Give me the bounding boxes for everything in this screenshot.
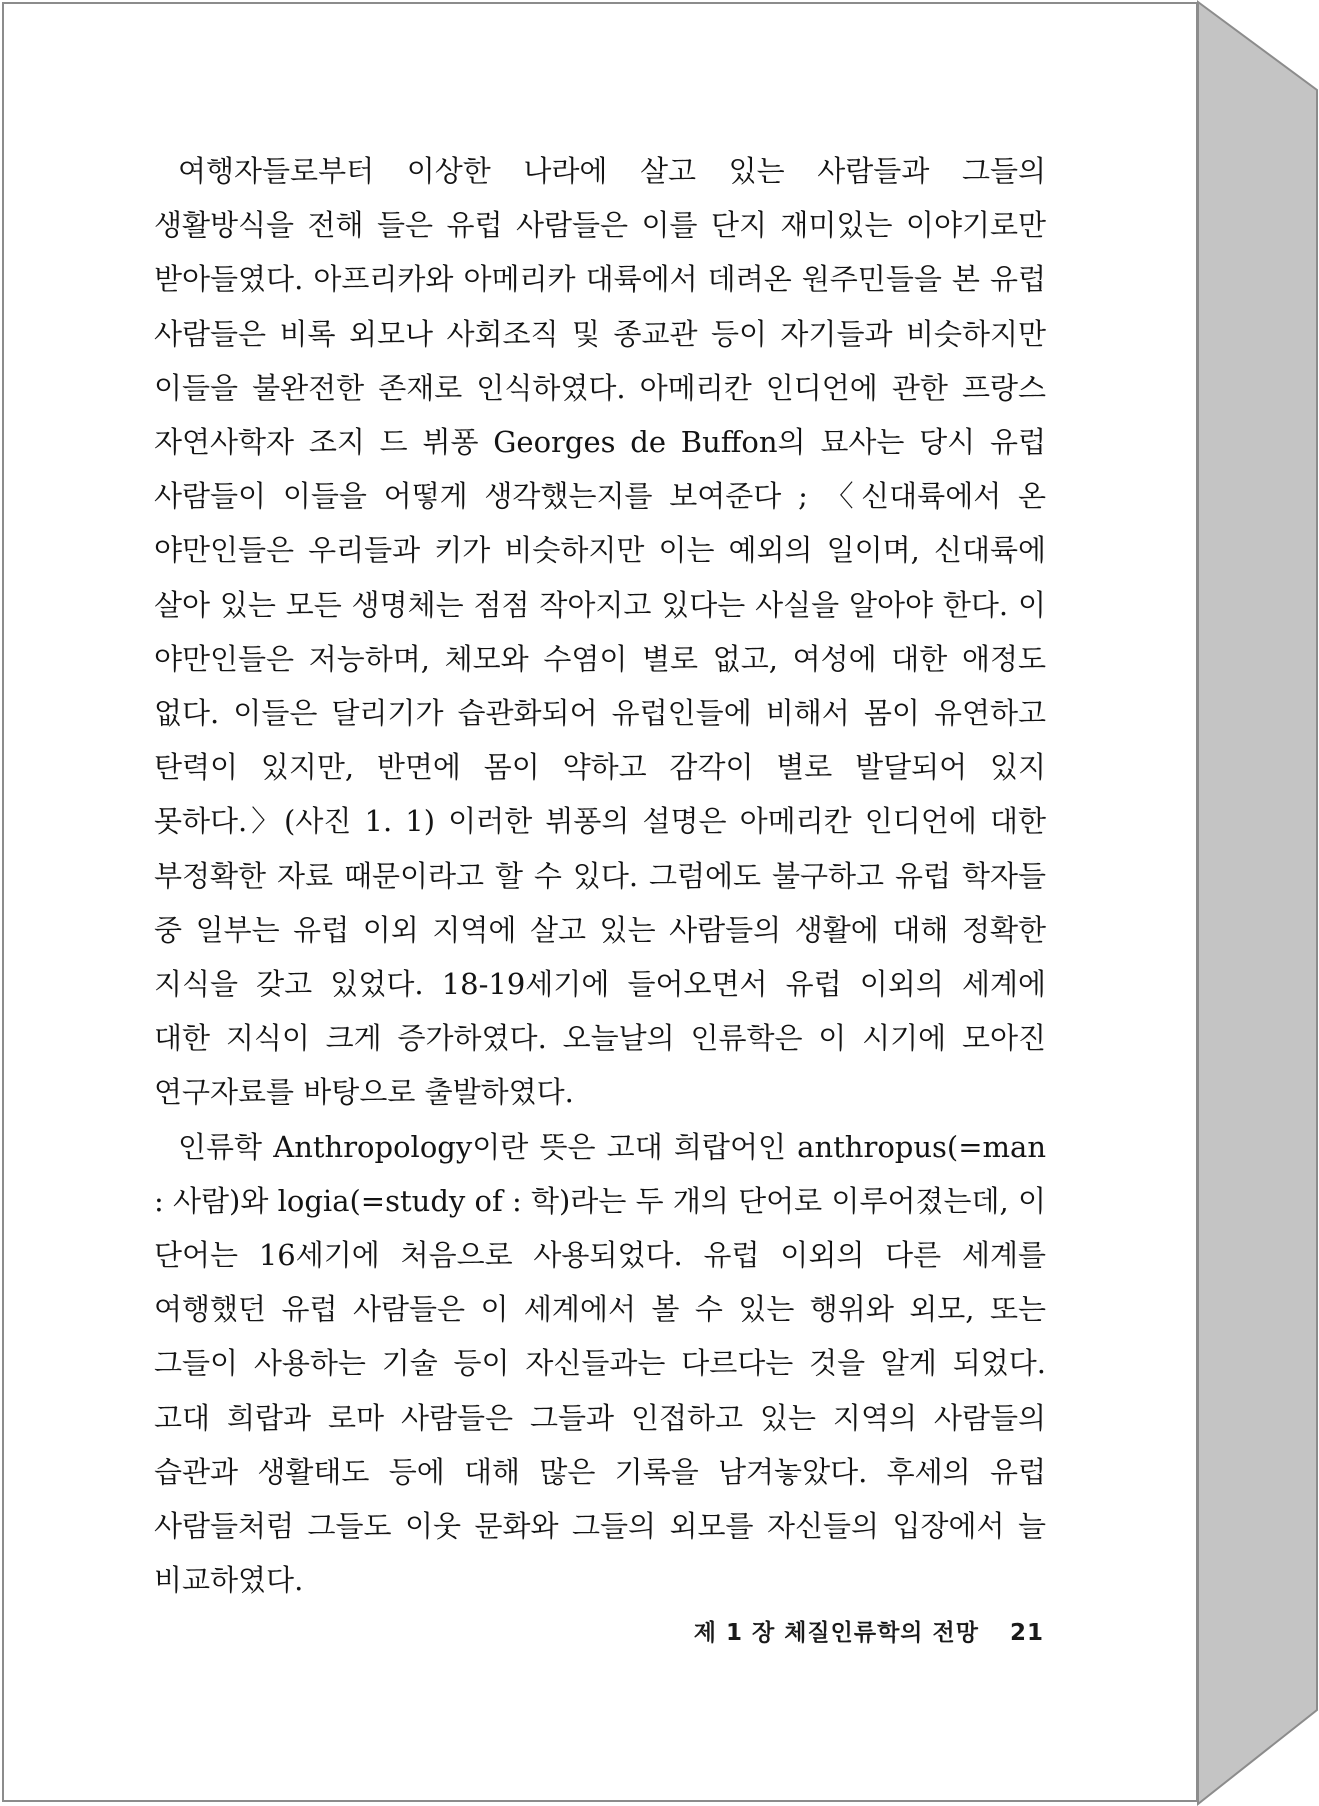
page-footer: [694, 1614, 1044, 1647]
book-side-face: [1198, 2, 1317, 1804]
chapter-title: 제 1 장 체질인류학의 전망: [693, 1620, 979, 1646]
page-number: 21: [1009, 1620, 1044, 1646]
body-text: [154, 144, 1046, 1607]
paragraph-1: 여행자들로부터 이상한 나라에 살고 있는 사람들과 그들의 생활방식을 전해 들은 유럽 사람들은 이를 단지 재미있는 이야기로만 받아들였다. 아프리카와 아메리카 대륙에서 데려온 원주민들을 본 유럽 사람들은 비록 외모나 사회조직 및 종교관 등이 자기들과 비슷하지만 이들을 불완전한 존재로 인식하였다. 아메리칸 인디언에 관한 프랑스 자연사학자 조지 드 뷔퐁 Georges de Buffon의 묘사는 당시 유럽 사람들이 이들을 어떻게 생각했는지를 보여준다 ; 〈신대륙에서 온 야만인들은 우리들과 키가 비슷하지만 이는 예외의 일이며, 신대륙에 살아 있는 모든 생명체는 점점 작아지고 있다는 사실을 알아야 한다. 이 야만인들은 저능하며, 체모와 수염이 별로 없고, 여성에 대한 애정도 없다. 이들은 달리기가 습관화되어 유럽인들에 비해서 몸이 유연하고 탄력이 있지만, 반면에 몸이 약하고 감각이 별로 발달되어 있지 못하다.〉(사진 1. 1) 이러한 뷔퐁의 설명은 아메리칸 인디언에 대한 부정확한 자료 때문이라고 할 수 있다. 그럼에도 불구하고 유럽 학자들 중 일부는 유럽 이외 지역에 살고 있는 사람들의 생활에 대해 정확한 지식을 갖고 있었다. 18-19세기에 들어오면서 유럽 이외의 세계에 대한 지식이 크게 증가하였다. 오늘날의 인류학은 이 시기에 모아진 연구자료를 바탕으로 출발하였다.: [154, 154, 1046, 1110]
book-page: [2, 2, 1198, 1802]
paragraph-2: 인류학 Anthropology이란 뜻은 고대 희랍어인 anthropus(=man : 사람)와 logia(=study of : 학)라는 두 개의 단어로 이루어졌는데, 이 단어는 16세기에 처음으로 사용되었다. 유럽 이외의 다른 세계를 여행했던 유럽 사람들은 이 세계에서 볼 수 있는 행위와 외모, 또는 그들이 사용하는 기술 등이 자신들과는 다르다는 것을 알게 되었다. 고대 희랍과 로마 사람들은 그들과 인접하고 있는 지역의 사람들의 습관과 생활태도 등에 대해 많은 기록을 남겨놓았다. 후세의 유럽 사람들처럼 그들도 이웃 문화와 그들의 외모를 자신들의 입장에서 늘 비교하였다.: [154, 1129, 1046, 1598]
